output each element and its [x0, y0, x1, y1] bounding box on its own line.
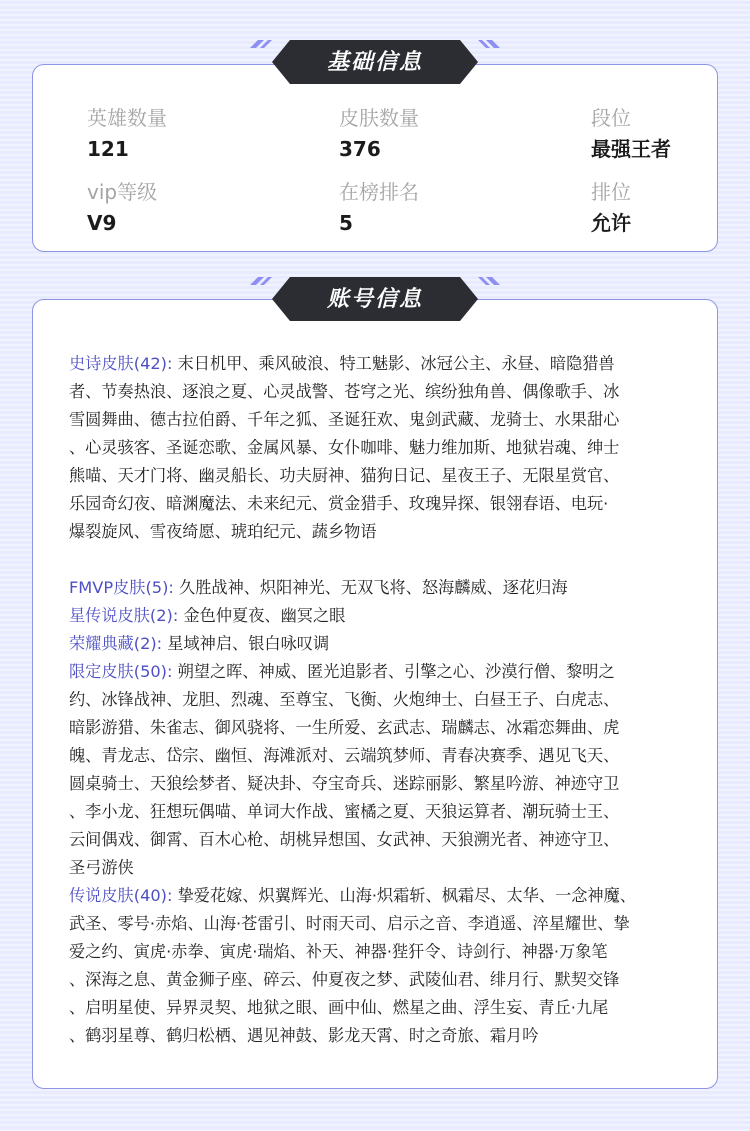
skin-items-text: 武圣、零号·赤焰、山海·苍雷引、时雨天司、启示之音、李逍遥、淬星耀世、挚 — [69, 914, 630, 933]
skin-line — [69, 882, 693, 910]
basic-info-card — [32, 64, 718, 252]
skin-line — [69, 966, 693, 994]
skin-line — [69, 406, 693, 434]
basic-info-title: 基础信息 — [326, 49, 423, 75]
account-info-title: 账号信息 — [326, 286, 423, 312]
skin-items-text: 朔望之晖、神威、匿光追影者、引擎之心、沙漠行僧、黎明之 — [177, 662, 615, 681]
skin-line — [69, 658, 693, 686]
skin-items-text: 星域神启、银白咏叹调 — [167, 634, 330, 653]
skin-line — [69, 518, 693, 546]
skin-line — [69, 350, 693, 378]
skin-category-label: 史诗皮肤(42): — [69, 354, 173, 373]
skin-line — [69, 1022, 693, 1050]
skin-items-text: 、鹤羽星尊、鹤归松栖、遇见神鼓、影龙天霄、时之奇旅、霜月吟 — [69, 1026, 539, 1045]
skin-items-text: 爆裂旋风、雪夜绮愿、琥珀纪元、蔬乡物语 — [69, 522, 377, 541]
skin-category-label: FMVP皮肤(5): — [69, 578, 174, 597]
skin-line — [69, 686, 693, 714]
skin-category-label: 传说皮肤(40): — [69, 886, 173, 905]
skin-list — [69, 350, 693, 1050]
skin-items-text: 圆桌骑士、天狼绘梦者、疑决卦、夺宝奇兵、迷踪丽影、繁星吟游、神迹守卫 — [69, 774, 620, 793]
skin-line — [69, 826, 693, 854]
stat-value: V9 — [87, 211, 117, 235]
skin-line — [69, 630, 693, 658]
skin-items-text: 魄、青龙志、岱宗、幽恒、海滩派对、云端筑梦师、青春决赛季、遇见飞天、 — [69, 746, 620, 765]
skin-category-label: 星传说皮肤(2): — [69, 606, 179, 625]
stat-value: 5 — [339, 211, 353, 235]
skin-items-text: 末日机甲、乘风破浪、特工魅影、冰冠公主、永昼、暗隐猎兽 — [177, 354, 615, 373]
skin-category-label: 荣耀典藏(2): — [69, 634, 163, 653]
skin-items-text: 约、冰锋战神、龙胆、烈魂、至尊宝、飞衡、火炮绅士、白昼王子、白虎志、 — [69, 690, 620, 709]
skin-items-text: 乐园奇幻夜、暗渊魔法、未来纪元、赏金猎手、玫瑰异探、银翎春语、电玩· — [69, 494, 609, 513]
skin-items-text: 、心灵骇客、圣诞恋歌、金属风暴、女仆咖啡、魅力维加斯、地狱岩魂、绅士 — [69, 438, 620, 457]
skin-items-text: 久胜战神、炽阳神光、无双飞将、怒海麟威、逐花归海 — [179, 578, 568, 597]
skin-line — [69, 490, 693, 518]
stat-label: 在榜排名 — [339, 180, 419, 204]
basic-info-banner — [250, 36, 500, 88]
skin-items-text: 爱之约、寅虎·赤拳、寅虎·瑞焰、补天、神器·狴犴令、诗剑行、神器·万象笔 — [69, 942, 608, 961]
skin-category-label: 限定皮肤(50): — [69, 662, 173, 681]
skin-items-text: 雪圆舞曲、德古拉伯爵、千年之狐、圣诞狂欢、鬼剑武藏、龙骑士、水果甜心 — [69, 410, 620, 429]
skin-items-text: 、深海之息、黄金狮子座、碎云、仲夏夜之梦、武陵仙君、绯月行、默契交锋 — [69, 970, 620, 989]
skin-line — [69, 714, 693, 742]
stat-ranked-allowed — [591, 179, 731, 237]
skin-items-text: 挚爱花嫁、炽翼辉光、山海·炽霜斩、枫霜尽、太华、一念神魔、 — [177, 886, 636, 905]
skin-line — [69, 910, 693, 938]
stat-value: 允许 — [591, 211, 631, 235]
stat-hero-count — [87, 105, 339, 163]
skin-items-text: 圣弓游侠 — [69, 858, 134, 877]
skin-line — [69, 434, 693, 462]
skin-items-text: 、李小龙、狂想玩偶喵、单词大作战、蜜橘之夏、天狼运算者、潮玩骑士王、 — [69, 802, 620, 821]
stat-vip-level — [87, 179, 339, 237]
skin-line — [69, 602, 693, 630]
basic-info-stats — [87, 105, 731, 237]
skin-items-text: 暗影游猎、朱雀志、御风骁将、一生所爱、玄武志、瑞麟志、冰霜恋舞曲、虎 — [69, 718, 620, 737]
skin-items-text: 金色仲夏夜、幽冥之眼 — [183, 606, 346, 625]
skin-items-text: 云间偶戏、御霄、百木心枪、胡桃异想国、女武神、天狼溯光者、神迹守卫、 — [69, 830, 620, 849]
account-info-banner — [250, 273, 500, 325]
stat-value: 最强王者 — [591, 137, 671, 161]
stat-label: 段位 — [591, 106, 631, 130]
skin-line — [69, 994, 693, 1022]
stat-skin-count — [339, 105, 591, 163]
stat-label: 排位 — [591, 180, 631, 204]
stat-label: 皮肤数量 — [339, 106, 419, 130]
skin-line — [69, 742, 693, 770]
skin-line — [69, 938, 693, 966]
skin-line — [69, 546, 693, 574]
account-info-card — [32, 299, 718, 1089]
skin-line — [69, 854, 693, 882]
skin-line — [69, 378, 693, 406]
skin-line — [69, 462, 693, 490]
stat-rank-tier — [591, 105, 731, 163]
stat-leaderboard-rank — [339, 179, 591, 237]
stat-label: 英雄数量 — [87, 106, 167, 130]
skin-items-text: 者、节奏热浪、逐浪之夏、心灵战警、苍穹之光、缤纷独角兽、偶像歌手、冰 — [69, 382, 620, 401]
stat-value: 376 — [339, 137, 381, 161]
skin-items-text: 、启明星使、异界灵契、地狱之眼、画中仙、燃星之曲、浮生妄、青丘·九尾 — [69, 998, 609, 1017]
stat-value: 121 — [87, 137, 129, 161]
skin-items-text: 熊喵、天才门将、幽灵船长、功夫厨神、猫狗日记、星夜王子、无限星赏官、 — [69, 466, 620, 485]
stat-label: vip等级 — [87, 180, 158, 204]
skin-line — [69, 798, 693, 826]
skin-line — [69, 574, 693, 602]
skin-line — [69, 770, 693, 798]
